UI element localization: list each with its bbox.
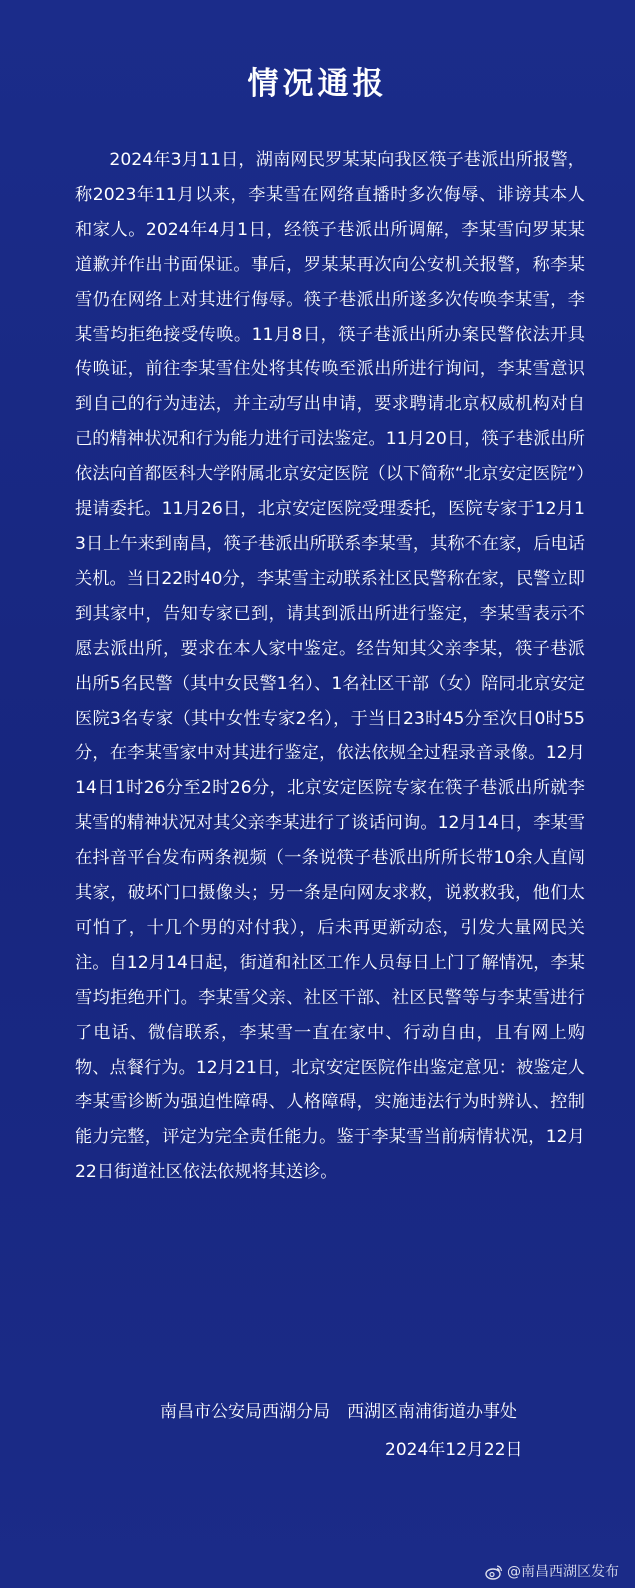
- page-title: 情况通报: [247, 66, 388, 102]
- weibo-icon: [485, 1564, 503, 1580]
- notice-body: 2024年3月11日，湖南网民罗某某向我区筷子巷派出所报警，称2023年11月以来，李某雪在网络直播时多次侮辱、诽谤其本人和家人。2024年4月1日，经筷子巷派出所调解，李某雪向罗某某道歉并作出书面保证。事后，罗某某再次向公安机关报警，称李某雪仍在网络上对其进行侮辱。筷子巷派出所遂多次传唤李某雪，李某雪均拒绝接受传唤。11月8日，筷子巷派出所办案民警依法开具传唤证，前往李某雪住处将其传唤至派出所进行询问，李某雪意识到自己的行为违法，并主动写出申请，要求聘请北京权威机构对自己的精神状况和行为能力进行司法鉴定。11月20日，筷子巷派出所依法向首都医科大学附属北京安定医院（以下简称“北京安定医院”）提请委托。11月26日，北京安定医院受理委托，医院专家于12月13日上午来到南昌，筷子巷派出所联系李某雪，其称不在家，后电话关机。当日22时40分，李某雪主动联系社区民警称在家，民警立即到其家中，告知专家已到，请其到派出所进行鉴定，李某雪表示不愿去派出所，要求在本人家中鉴定。经告知其父亲李某，筷子巷派出所5名民警（其中女民警1名）、1名社区干部（女）陪同北京安定医院3名专家（其中女性专家2名），于当日23时45分至次日0时55分，在李某雪家中对其进行鉴定，依法依规全过程录音录像。12月14日1时26分至2时26分，北京安定医院专家在筷子巷派出所就李某雪的精神状况对其父亲李某进行了谈话问询。12月14日，李某雪在抖音平台发布两条视频（一条说筷子巷派出所所长带10余人直闯其家，破坏门口摄像头；另一条是向网友求救，说救救我，他们太可怕了，十几个男的对付我），后未再更新动态，引发大量网民关注。自12月14日起，街道和社区工作人员每日上门了解情况，李某雪均拒绝开门。李某雪父亲、社区干部、社区民警等与李某雪进行了电话、微信联系，李某雪一直在家中、行动自由，且有网上购物、点餐行为。12月21日，北京安定医院作出鉴定意见：被鉴定人李某雪诊断为强迫性障碍、人格障碍，实施违法行为时辨认、控制能力完整，评定为完全责任能力。鉴于李某雪当前病情状况，12月22日街道社区依法依规将其送诊。: [75, 150, 585, 1183]
- watermark-text: @南昌西湖区发布: [507, 1564, 619, 1580]
- watermark: [485, 1562, 619, 1582]
- signature-date: 2024年12月22日: [385, 1440, 523, 1460]
- signature-orgs: 南昌市公安局西湖分局 西湖区南浦街道办事处: [160, 1402, 517, 1422]
